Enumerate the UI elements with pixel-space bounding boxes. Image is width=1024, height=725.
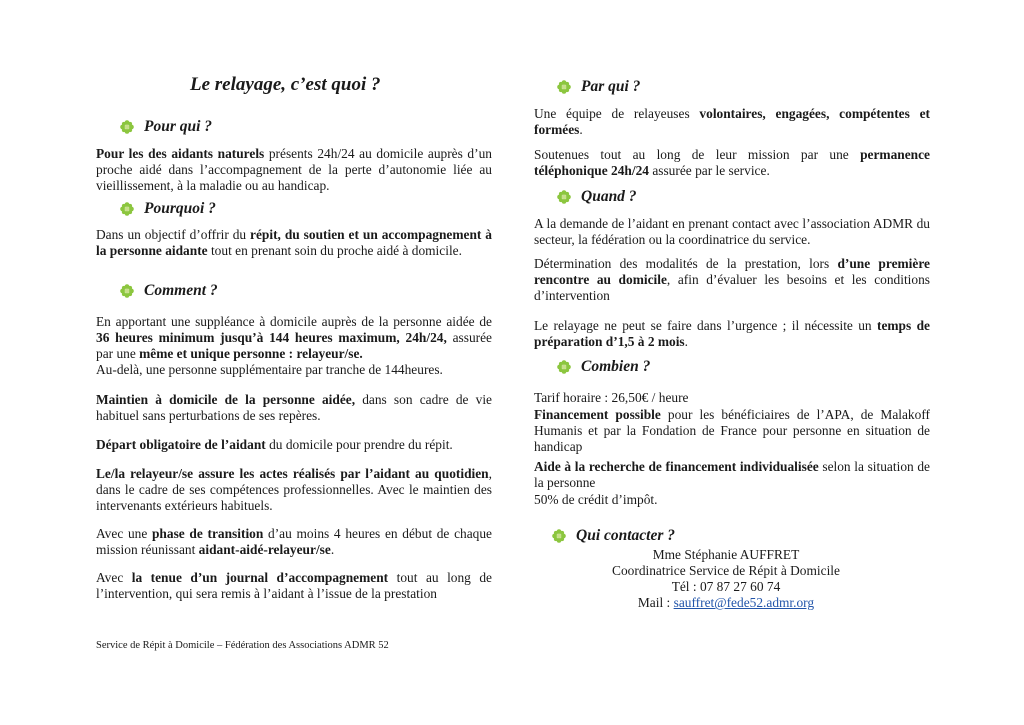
quand-text-2: Détermination des modalités de la prestation, lors d’une première rencontre au domicile, afin d’évaluer les besoins et les conditions d’intervention bbox=[534, 256, 930, 303]
heading-pourquoi: Pourquoi ? bbox=[120, 200, 216, 218]
page-title: Le relayage, c’est quoi ? bbox=[190, 74, 381, 95]
comment-text-5: Avec une phase de transition d’au moins 4 heures en début de chaque mission réunissant aidant-aidé-relayeur/se. bbox=[96, 526, 492, 557]
par-qui-text-2: Soutenues tout au long de leur mission par une permanence téléphonique 24h/24 assurée par le service. bbox=[534, 147, 930, 178]
comment-text-2: Maintien à domicile de la personne aidée, dans son cadre de vie habituel sans perturbations de ses repères. bbox=[96, 392, 492, 423]
quand-text-3: Le relayage ne peut se faire dans l’urgence ; il nécessite un temps de préparation d’1,5 à 2 mois. bbox=[534, 318, 930, 349]
pourquoi-text: Dans un objectif d’offrir du répit, du soutien et un accompagnement à la personne aidante tout en prenant soin du proche aidé à domicile. bbox=[96, 227, 492, 258]
flower-bullet-icon bbox=[552, 529, 566, 543]
flower-bullet-icon bbox=[557, 360, 571, 374]
flower-bullet-icon bbox=[120, 202, 134, 216]
flower-bullet-icon bbox=[120, 284, 134, 298]
email-link[interactable]: sauffret@fede52.admr.org bbox=[673, 595, 815, 610]
footer-text: Service de Répit à Domicile – Fédération des Associations ADMR 52 bbox=[96, 640, 389, 651]
contact-mail-line: Mail : sauffret@fede52.admr.org bbox=[637, 595, 815, 610]
flower-bullet-icon bbox=[120, 120, 134, 134]
financement-text: Financement possible pour les bénéficiaires de l’APA, de Malakoff Humanis et par la Fondation de France pour personne en situation de handicap bbox=[534, 407, 931, 454]
credit-impot-text: 50% de crédit d’impôt. bbox=[534, 492, 658, 507]
flower-bullet-icon bbox=[557, 80, 571, 94]
heading-pour-qui: Pour qui ? bbox=[120, 118, 212, 136]
comment-text-4: Le/la relayeur/se assure les actes réalisés par l’aidant au quotidien, dans le cadre de ses compétences professionnelles. Avec le maintien des intervenants extérieurs habituels. bbox=[96, 466, 492, 513]
contact-tel: Tél : 07 87 27 60 74 bbox=[671, 579, 781, 594]
contact-name: Mme Stéphanie AUFFRET bbox=[652, 547, 800, 562]
contact-block bbox=[606, 547, 846, 611]
aide-financement-text: Aide à la recherche de financement individualisée selon la situation de la personne bbox=[534, 459, 930, 490]
comment-text-3: Départ obligatoire de l’aidant du domicile pour prendre du répit. bbox=[96, 437, 453, 452]
tarif-text: Tarif horaire : 26,50€ / heure bbox=[534, 390, 689, 405]
par-qui-text-1: Une équipe de relayeuses volontaires, engagées, compétentes et formées. bbox=[534, 106, 930, 137]
heading-comment: Comment ? bbox=[120, 282, 218, 300]
flower-bullet-icon bbox=[557, 190, 571, 204]
pour-qui-text: Pour les des aidants naturels présents 24h/24 au domicile auprès d’un proche aidé dans l’accompagnement de la perte d’autonomie liée au vieillissement, à la maladie ou au handicap. bbox=[96, 146, 492, 193]
comment-text-1: En apportant une suppléance à domicile auprès de la personne aidée de 36 heures minimum jusqu’à 144 heures maximum, 24h/24, assurée par une même et unique personne : relayeur/se. Au-delà, une personne supplémentaire par tranche de 144heures. bbox=[96, 314, 492, 377]
comment-text-6: Avec la tenue d’un journal d’accompagnement tout au long de l’intervention, qui sera remis à l’aidant à l’issue de la prestation bbox=[96, 570, 493, 601]
quand-text-1: A la demande de l’aidant en prenant contact avec l’association ADMR du secteur, la fédération ou la coordinatrice du service. bbox=[534, 216, 930, 247]
heading-qui-contacter: Qui contacter ? bbox=[552, 527, 675, 545]
heading-quand: Quand ? bbox=[557, 188, 637, 206]
contact-role: Coordinatrice Service de Répit à Domicile bbox=[612, 563, 840, 578]
heading-combien: Combien ? bbox=[557, 358, 650, 376]
heading-par-qui: Par qui ? bbox=[557, 78, 640, 96]
